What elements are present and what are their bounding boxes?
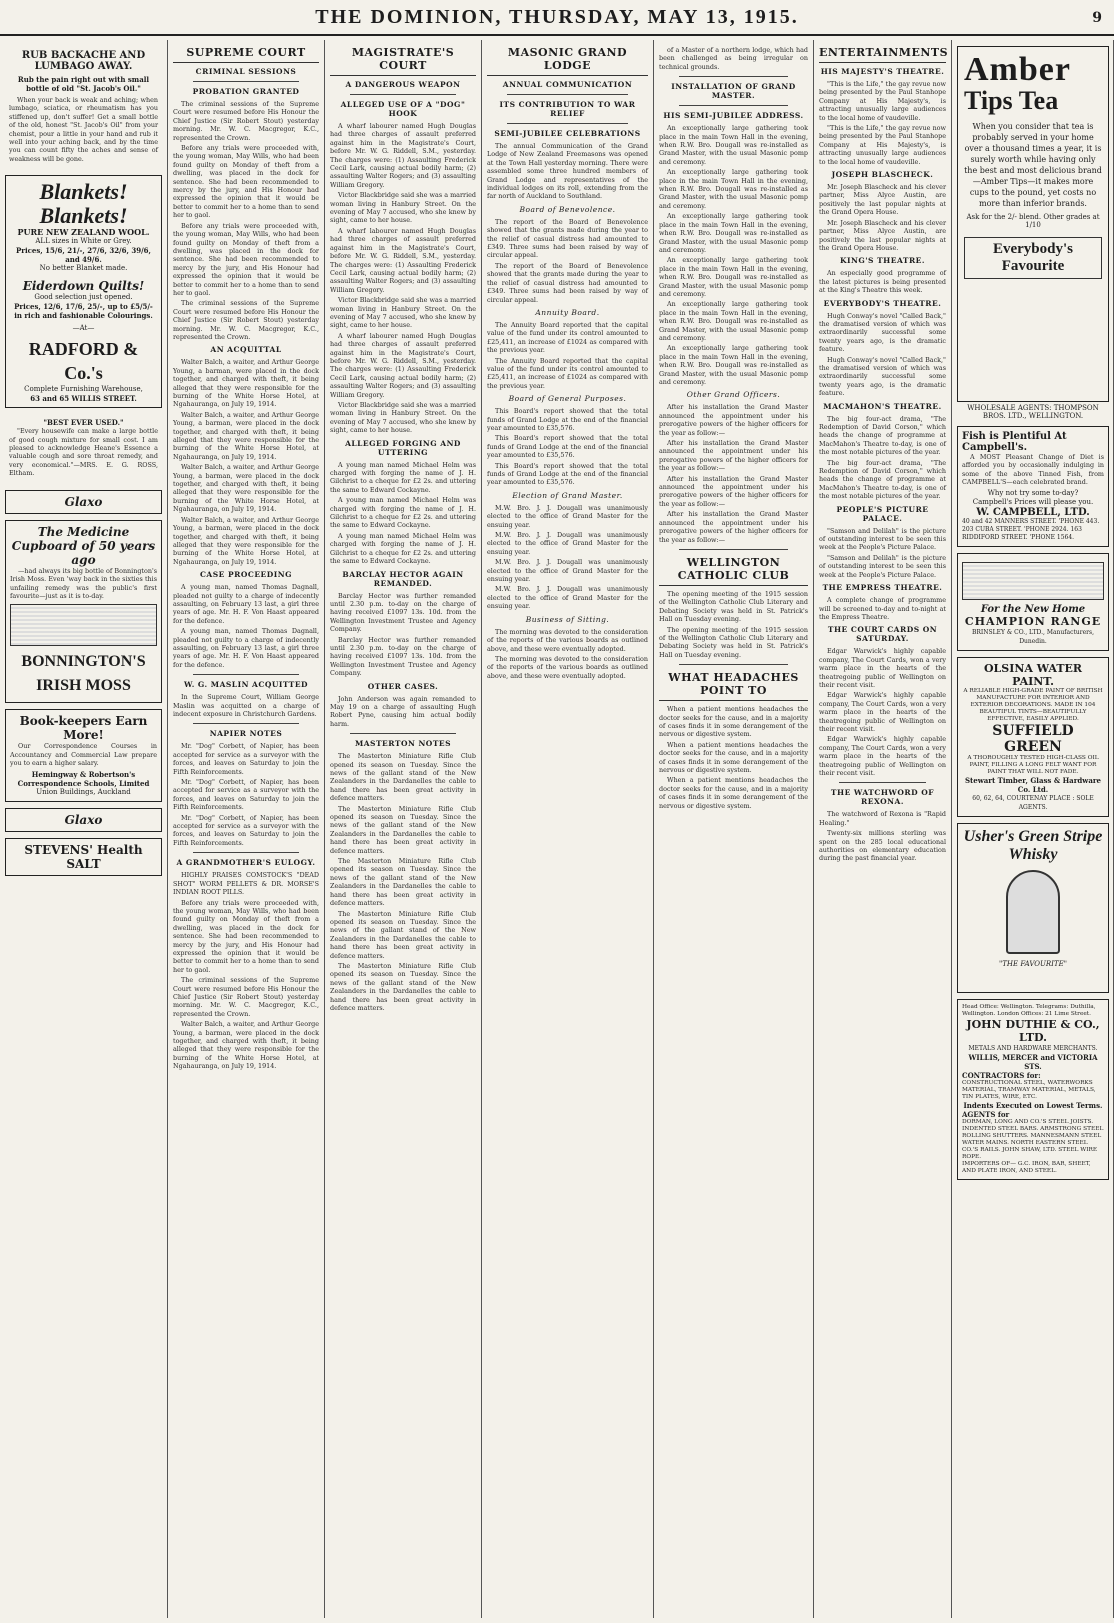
divider	[193, 723, 299, 724]
ent-body: "Samson and Delilah" is the picture of outstanding interest to be seen this week at the People's Picture Palace.	[819, 553, 946, 579]
ent-body: Mr. Joseph Blascheck and his clever partner, Miss Alyce Austin, are positively the last popular nights at the Grand Opera House.	[819, 183, 946, 217]
divider	[350, 733, 456, 734]
article-paragraph: The opening meeting of the 1915 session of the Wellington Catholic Club Literary and Debating Society was held in St. Patrick's Hall on Tuesday evening.	[659, 589, 808, 624]
article-paragraph: Walter Balch, a waiter, and Arthur George Young, a barman, were placed in the dock together, and charged with theft, it being alleged that they were responsible for the burning of the White Horse Hotel, at Ngahauranga, on July 19, 1914.	[173, 515, 319, 566]
article-paragraph: Barclay Hector was further remanded until 2.30 p.m. to-day on the charge of having received £1097 13s. 10d. from the Wellington Investment Trustee and Agency Company.	[330, 591, 476, 634]
ent-title: THE EMPRESS THEATRE.	[822, 583, 943, 593]
ent-body: "This is the Life," the gay revue now being presented by the Paul Stanhope Company at His Majesty's, is attracting unusually large audiences to the local home of vaudeville.	[819, 124, 946, 166]
article-paragraph: Barclay Hector was further remanded until 2.30 p.m. to-day on the charge of having received £1097 13s. 10d. from the Wellington Investment Trustee and Agency Company.	[330, 635, 476, 678]
war-relief-sub: ITS CONTRIBUTION TO WAR RELIEF	[499, 100, 636, 118]
article-paragraph: The morning was devoted to the consideration of the reports of the various boards as outlined above, and these were eventually adopted.	[487, 627, 648, 653]
st-jacobs-sub: Rub the pain right out with small bottle of old "St. Jacob's Oil."	[17, 75, 150, 93]
ent-body: The watchword of Rexona is "Rapid Healing."	[819, 810, 946, 827]
article-paragraph: After his installation the Grand Master announced the appointment under his prerogative powers of the higher officers for the year as follow:—	[659, 474, 808, 508]
blankets-heading-1: Blankets!	[39, 179, 128, 205]
article-paragraph: Walter Balch, a waiter, and Arthur George Young, a barman, were placed in the dock together, and charged with theft, it being alleged that they were responsible for the burning of the White Horse Hotel, at Ngahauranga, on July 19, 1914.	[173, 1020, 319, 1071]
display-ads-column	[952, 40, 1114, 1618]
article-paragraph: The opening meeting of the 1915 session of the Wellington Catholic Club Literary and Debating Society was held in St. Patrick's Hall on Tuesday evening.	[659, 625, 808, 659]
article-paragraph: The annual Communication of the Grand Lodge of New Zealand Freemasons was opened at the Town Hall yesterday morning. There were assembled some three hundred members of Grand Lodge and representatives of the individual lodges on its roll, extending from the far north of Auckland to Southland.	[487, 142, 648, 201]
semi-jubilee-address-sub: HIS SEMI-JUBILEE ADDRESS.	[663, 111, 804, 121]
article-paragraph: An exceptionally large gathering took place in the main Town Hall in the evening, when R.W. Bro. Dougall was re-installed as Grand Master, with the usual Masonic pomp and ceremony.	[659, 300, 808, 342]
article-paragraph: An exceptionally large gathering took place in the main Town Hall in the evening, when R.W. Bro. Dougall was re-installed as Grand Master, with the usual Masonic pomp and ceremony.	[659, 168, 808, 210]
column-2	[168, 40, 325, 1618]
usher-whisky-ad	[957, 823, 1109, 993]
contractors-label: CONTRACTORS for:	[962, 1070, 1041, 1080]
duthie-streets: WILLIS, MERCER and VICTORIA STS.	[968, 1052, 1098, 1071]
fish-question: Why not try some to-day?	[987, 488, 1079, 497]
article-paragraph: The report of the Board of Benevolence showed that the grants made during the year to the relief of casual distress had amounted to £349. Three sums had been raised by way of circular appeal.	[487, 261, 648, 304]
masthead-title: THE DOMINION, THURSDAY, MAY 13, 1915.	[315, 6, 799, 28]
page-number: 9	[1092, 10, 1102, 26]
divider	[350, 94, 456, 95]
ent-title: THE WATCHWORD OF REXONA.	[830, 788, 935, 807]
ent-body: Twenty-six millions sterling was spent on the 285 local educational authorities on elementary education during the past financial year.	[819, 829, 946, 863]
usher-title: Usher's Green Stripe Whisky	[963, 827, 1103, 863]
stevens-logo: STEVENS' Health SALT	[24, 842, 143, 871]
olsina-title: OLSINA WATER PAINT.	[983, 661, 1083, 688]
st-jacobs-title: RUB BACKACHE AND LUMBAGO AWAY.	[21, 50, 146, 72]
hemingway-name: Hemingway & Robertson's Correspondence Schools, Limited	[17, 769, 150, 788]
divider	[507, 94, 628, 95]
ent-title: KING'S THEATRE.	[839, 256, 926, 266]
case-proceeding-sub: CASE PROCEEDING	[199, 570, 293, 580]
article-paragraph: Victor Blackbridge said she was a married woman living in Hanbury Street. On the evening of May 7 accused, who she knew by sight, came to her house.	[330, 191, 476, 225]
installation-sub: INSTALLATION OF GRAND MASTER.	[671, 82, 796, 101]
article-paragraph: The criminal sessions of the Supreme Court were resumed before His Honour the Chief Justice (Sir Robert Stout) yesterday morning. Mr. W. C. Macgregor, K.C., represented the Crown.	[173, 299, 319, 341]
stewart-name: Stewart Timber, Glass & Hardware Co. Ltd.	[964, 775, 1102, 794]
house-illustration	[962, 562, 1104, 600]
article-paragraph: A young man named Michael Helm was charged with forging the name of J. H. Gilchrist to a cheque for £2 2s. and uttering the same to Edward Cockayne.	[330, 496, 476, 530]
probation-sub: PROBATION GRANTED	[192, 87, 300, 96]
importers-list: IMPORTERS OF— G.C. IRON, BAR, SHEET, AND PLATE IRON, AND STEEL.	[962, 1160, 1091, 1174]
election-sub: Election of Grand Master.	[512, 490, 623, 500]
annual-communication-sub: ANNUAL COMMUNICATION	[502, 80, 633, 89]
article-paragraph: Mr. "Dog" Corbett, of Napier, has been accepted for service as a surveyor with the forces, and leaves on Saturday to join the Fifth Reinforcements.	[173, 742, 319, 776]
ent-body: Edgar Warwick's highly capable company, The Court Cards, won a very warm place in the hearts of the theatregoing public of Wellington on their recent visit.	[819, 735, 946, 777]
bottle-icon	[1006, 870, 1060, 954]
divider	[507, 123, 628, 124]
article-paragraph: The Annuity Board reported that the capital value of the fund under its control amounted to £25,411, an increase of £1024 as compared with the previous year.	[487, 356, 648, 390]
magistrates-court-heading: MAGISTRATE'S COURT	[330, 46, 476, 76]
hemingway-address: Union Buildings, Auckland	[36, 787, 131, 796]
medicine-body: —had always its big bottle of Bonnington's Irish Moss. Even 'way back in the sixties this unfailing remedy was the public's first favourite—just as it is to-day.	[10, 566, 157, 600]
ent-body: Edgar Warwick's highly capable company, The Court Cards, won a very warm place in the hearts of the theatregoing public of Wellington on their recent visit.	[819, 691, 946, 733]
headaches-heading: WHAT HEADACHES POINT TO	[659, 671, 808, 701]
napier-sub: NAPIER NOTES	[209, 729, 283, 739]
article-paragraph: A young man named Michael Helm was charged with forging the name of J. H. Gilchrist to a cheque for £2 2s. and uttering the same to Edward Cockayne.	[330, 460, 476, 494]
barclay-sub: BARCLAY HECTOR AGAIN REMANDED.	[342, 569, 464, 588]
article-paragraph: This Board's report showed that the total funds of Grand Lodge at the end of the financial year amounted to £35,576.	[487, 434, 648, 460]
entertainments-heading: ENTERTAINMENTS	[819, 46, 946, 63]
ent-body: The big four-act drama, "The Redemption of David Corson," which heads the change of programme at MacMahon's Theatre to-day, is one of the most notable pictures of the year.	[819, 458, 946, 501]
article-paragraph: M.W. Bro. J. J. Dougall was unanimously elected to the office of Grand Master for the ensuing year.	[487, 531, 648, 556]
ent-body: The big four-act drama, "The Redemption of David Corson," which heads the change of programme at MacMahon's Theatre to-day, is one of the most notable pictures of the year.	[819, 414, 946, 457]
article-paragraph: When a patient mentions headaches the doctor seeks for the cause, and in a majority of cases finds it in some derangement of the nervous or digestive system.	[659, 776, 808, 810]
article-paragraph: When a patient mentions headaches the doctor seeks for the cause, and in a majority of cases finds it in some derangement of the nervous or digestive system.	[659, 740, 808, 774]
other-officers-sub: Other Grand Officers.	[686, 390, 781, 400]
dog-hook-sub: ALLEGED USE OF A "DOG" HOOK	[340, 100, 466, 118]
ent-body: "Samson and Delilah" is the picture of outstanding interest to be seen this week at the People's Picture Palace.	[819, 526, 946, 552]
article-paragraph: In the Supreme Court, William George Maslin was acquitted on a charge of indecent exposure in Christchurch Gardens.	[173, 693, 319, 718]
duthie-name: JOHN DUTHIE & CO., LTD.	[966, 1017, 1100, 1044]
article-paragraph: A wharf labourer named Hugh Douglas had three charges of assault preferred against him in the Magistrate's Court, before Mr. W. G. Riddell, S.M., yesterday. The charges were: (1) Assaulting Frederick Cecil Lark, causing actual bodily harm; (2) assaulting Walter Rogers; and (3) assaulting William Gregory.	[330, 226, 476, 294]
column-6	[814, 40, 1114, 1618]
article-paragraph: A young man, named Thomas Dagnall, pleaded not guilty to a charge of indecently assaulting, on February 13 last, a girl three years of age. Mr. H. F. Von Haast appeared for the defence.	[173, 627, 319, 669]
criminal-sessions-sub: CRIMINAL SESSIONS	[195, 67, 297, 76]
article-paragraph: Before any trials were proceeded with, the young woman, May Wills, who had been found guilty on Monday of theft from a dwelling, was placed in the dock for sentence. She had been recommended to mercy by the jury, and His Honour had expressed the opinion that it would be better to commit her to a home than to send her to gaol.	[173, 898, 319, 974]
article-paragraph: The Masterton Miniature Rifle Club opened its season on Tuesday. Since the news of the gallant stand of the New Zealanders in the Dardanelles the cable to hand there has been great activity in defence matters.	[330, 752, 476, 803]
campbell-ad	[957, 426, 1109, 547]
article-paragraph: M.W. Bro. J. J. Dougall was unanimously elected to the office of Grand Master for the ensuing year.	[487, 503, 648, 529]
business-sub: Business of Sitting.	[525, 614, 610, 624]
ent-title: PEOPLE'S PICTURE PALACE.	[836, 504, 929, 523]
st-jacobs-ad	[5, 46, 162, 169]
usher-caption: "THE FAVOURITE"	[999, 959, 1067, 968]
ent-title: THE COURT CARDS ON SATURDAY.	[827, 625, 938, 644]
fish-body: A MOST Pleasant Change of Diet is afforded you by occasionally indulging in some of the above Tinned Fish, from CAMPBELL'S—each celebrated brand.	[962, 453, 1104, 487]
stevens-ad	[5, 838, 162, 876]
column-1	[0, 40, 168, 1618]
article-paragraph: The criminal sessions of the Supreme Court were resumed before His Honour the Chief Justice (Sir Robert Stout) yesterday morning. Mr. W. C. Macgregor, K.C., represented the Crown.	[173, 976, 319, 1018]
favourite-label: Everybody's Favourite	[964, 237, 1102, 279]
divider	[839, 782, 926, 783]
article-paragraph: Mr. "Dog" Corbett, of Napier, has been accepted for service as a surveyor with the forces, and leaves on Saturday to join the Fifth Reinforcements.	[173, 778, 319, 812]
ent-body: A complete change of programme will be screened to-day and to-night at the Empress Theatre.	[819, 596, 946, 621]
duthie-offices: Head Office: Wellington. Telegrams: Duthilla, Wellington. London Offices: 21 Lime Street.	[962, 1003, 1096, 1017]
divider	[679, 664, 788, 665]
masterton-sub: MASTERTON NOTES	[354, 739, 452, 749]
champion-maker: BRINSLEY & CO., LTD., Manufacturers, Dunedin.	[972, 628, 1094, 645]
amber-copy: When you consider that tea is probably served in your home over a thousand times a year, it is surely worth while having only the best and most delicious brand—Amber Tips—it makes more cups to the pound, yet costs no more than inferior brands.	[964, 122, 1102, 208]
masthead	[0, 0, 1114, 36]
article-paragraph: An exceptionally large gathering took place in the main Town Hall in the evening, when R.W. Bro. Dougall was re-installed as Grand Master, with the usual Masonic pomp and ceremony.	[659, 344, 808, 386]
stewart-address: 60, 62, 64, COURTENAY PLACE : SOLE AGENTS.	[972, 794, 1094, 811]
divider	[679, 105, 788, 106]
ent-title: MACMAHON'S THEATRE.	[823, 401, 942, 411]
champion-range-ad	[957, 553, 1109, 651]
article-paragraph: Before any trials were proceeded with, the young woman, May Wills, who had been found guilty on Monday of theft from a dwelling, was placed in the dock for sentence. She had been recommended to mercy by the jury, and His Honour had expressed the opinion that it would be better to commit her to a home than to send her to gaol.	[173, 221, 319, 297]
article-paragraph: An exceptionally large gathering took place in the main Town Hall in the evening, when R.W. Bro. Dougall was re-installed as Grand Master, with the usual Masonic pomp and ceremony.	[659, 124, 808, 166]
best-used-title: "BEST EVER USED."	[43, 418, 124, 428]
article-paragraph: When a patient mentions headaches the doctor seeks for the cause, and in a majority of cases finds it in some derangement of the nervous or digestive system.	[659, 705, 808, 739]
champion-range-title: CHAMPION RANGE	[964, 614, 1102, 628]
maslin-sub: W. G. MASLIN ACQUITTED	[183, 680, 309, 690]
campbell-name: W. CAMPBELL, LTD.	[976, 506, 1090, 518]
catholic-club-heading: WELLINGTON CATHOLIC CLUB	[659, 556, 808, 586]
article-paragraph: A young man, named Thomas Dagnall, pleaded not guilty to a charge of indecently assaulting, on February 13 last, a girl three years of age. Mr. H. F. Von Haast appeared for the defence.	[173, 583, 319, 625]
st-jacobs-body: When your back is weak and aching; when lumbago, sciatica, or rheumatism has you stiffened up, don't suffer! Get a small bottle of the old, honest "St. Jacob's Oil" from your chemist, pour a little in your hand and rub it well into your aching back, and by the time you can count fifty the aches and sense of weakness will be gone.	[9, 96, 158, 163]
article-paragraph: The report of the Board of Benevolence showed that the grants made during the year to the relief of casual distress had amounted to £349. Three sums had been raised by way of circular appeal.	[487, 217, 648, 260]
amber-ask: Ask for the 2/- blend. Other grades at 1/10	[966, 213, 1100, 229]
column-5	[654, 40, 814, 1618]
ent-title: HIS MAJESTY'S THEATRE.	[820, 67, 945, 76]
forging-sub: ALLEGED FORGING AND UTTERING	[345, 438, 461, 457]
bookkeepers-ad	[5, 709, 162, 801]
article-paragraph: The Masterton Miniature Rifle Club opened its season on Tuesday. Since the news of the gallant stand of the New Zealanders in the Dardanelles the cable to hand there has been great activity in defence matters.	[330, 909, 476, 960]
suffield-title: SUFFIELD GREEN	[992, 722, 1074, 755]
ent-body: "This is the Life," the gay revue now being presented by the Paul Stanhope Company at His Majesty's, is attracting unusually large audiences to the local home of vaudeville.	[819, 80, 946, 122]
grandmother-sub: A GRANDMOTHER'S EULOGY.	[176, 858, 316, 868]
ent-body: An especially good programme of the latest pictures is being presented at the King's Theatre this week.	[819, 269, 946, 295]
radford-heading: RADFORD & Co.'s	[28, 339, 139, 384]
at-text: —At—	[72, 324, 95, 333]
bonnington-ad	[5, 520, 162, 704]
article-paragraph: An exceptionally large gathering took place in the main Town Hall in the evening, when R.W. Bro. Dougall was re-installed as Grand Master, with the usual Masonic pomp and ceremony.	[659, 256, 808, 298]
annuity-sub: Annuity Board.	[535, 307, 600, 317]
amber-agents: WHOLESALE AGENTS: THOMPSON BROS. LTD., WELLINGTON.	[967, 404, 1099, 420]
article-paragraph: A young man named Michael Helm was charged with forging the name of J. H. Gilchrist to a cheque for £2 2s. and uttering the same to Edward Cockayne.	[330, 531, 476, 566]
article-paragraph: Victor Blackbridge said she was a married woman living in Hanbury Street. On the evening of May 7 accused, who she knew by sight, came to her house.	[330, 296, 476, 330]
article-paragraph: After his installation the Grand Master announced the appointment under his prerogative powers of the higher officers for the year as follow:—	[659, 439, 808, 473]
amber-tips-ad	[957, 46, 1109, 402]
article-paragraph: Mr. "Dog" Corbett, of Napier, has been accepted for service as a surveyor with the forces, and leaves on Saturday to join the Fifth Reinforcements.	[173, 813, 319, 847]
article-paragraph: The morning was devoted to the consideration of the reports of the various boards as outlined above, and these were eventually adopted.	[487, 654, 648, 680]
divider	[679, 549, 788, 550]
bookkeepers-body: Our Correspondence Courses in Accountancy and Commercial Law prepare you to earn a higher salary.	[10, 742, 157, 768]
olsina-ad	[957, 657, 1109, 817]
article-paragraph: After his installation the Grand Master announced the appointment under his prerogative powers of the higher officers for the year as follow:—	[659, 403, 808, 437]
heanes-ad	[5, 414, 162, 483]
article-paragraph: Walter Balch, a waiter, and Arthur George Young, a barman, were placed in the dock together, and charged with theft, it being alleged that they were responsible for the burning of the White Horse Hotel, at Ngahauranga, on July 19, 1914.	[173, 358, 319, 409]
duthie-sub: METALS AND HARDWARE MERCHANTS.	[968, 1044, 1098, 1052]
supreme-court-heading: SUPREME COURT	[173, 46, 319, 63]
article-paragraph: The Annuity Board reported that the capital value of the fund under its control amounted to £25,411, an increase of £1024 as compared with the previous year.	[487, 320, 648, 355]
contractors-list: CONSTRUCTIONAL STEEL, WATERWORKS MATERIAL, TRAMWAY MATERIAL, METALS, TIN PLATES, WIRE, ETC.	[962, 1079, 1096, 1100]
ent-title: EVERYBODY'S THEATRE.	[823, 298, 942, 308]
blankets-prices: Prices, 15/6, 21/-, 27/6, 32/6, 39/6, and 49/6.	[16, 246, 151, 265]
campbell-address: 40 and 42 MANNERS STREET. 'PHONE 443. 203 CUBA STREET. 'PHONE 2924. 163 RIDDIFORD STREET. 'PHONE 1564.	[962, 517, 1100, 541]
other-cases-sub: OTHER CASES.	[367, 681, 439, 691]
medicine-title: The Medicine Cupboard of 50 years ago	[11, 524, 156, 567]
article-paragraph: This Board's report showed that the total funds of Grand Lodge at the end of the financial year amounted to £35,576.	[487, 407, 648, 432]
article-paragraph: The criminal sessions of the Supreme Court were resumed before His Honour the Chief Justice (Sir Robert Stout) yesterday morning. Mr. W. C. Macgregor, K.C., represented the Crown.	[173, 100, 319, 142]
bonnington-logo: BONNINGTON'S IRISH MOSS	[21, 653, 146, 695]
benevolence-sub: Board of Benevolence.	[519, 204, 616, 214]
divider	[193, 81, 299, 82]
article-paragraph: The Masterton Miniature Rifle Club opened its season on Tuesday. Since the news of the gallant stand of the New Zealanders in the Dardanelles the cable to hand there has been great activity in defence matters.	[330, 804, 476, 855]
blankets-heading-2: Blankets!	[39, 203, 128, 229]
article-paragraph: A wharf labourer named Hugh Douglas had three charges of assault preferred against him in the Magistrate's Court, before Mr. W. G. Riddell, S.M., yesterday. The charges were: (1) Assaulting Frederick Cecil Lark, causing actual bodily harm; (2) assaulting Walter Rogers; and (3) assaulting William Gregory.	[330, 122, 476, 189]
ent-body: Hugh Conway's novel "Called Back," the dramatised version of which was extraordinarily successful some twenty years ago, is the dramatic feature.	[819, 355, 946, 398]
blankets-ad	[5, 175, 162, 408]
ent-title: JOSEPH BLASCHECK.	[831, 170, 934, 180]
ent-body: Mr. Joseph Blascheck and his clever partner, Miss Alyce Austin, are positively the last popular nights at the Grand Opera House.	[819, 218, 946, 252]
article-paragraph: An exceptionally large gathering took place in the main Town Hall in the evening, when R.W. Bro. Dougall was re-installed as Grand Master, with the usual Masonic pomp and ceremony.	[659, 212, 808, 254]
duthie-ad	[957, 999, 1109, 1180]
glaxo-logo-1: Glaxo	[64, 494, 103, 509]
agents-label: AGENTS for	[962, 1109, 1010, 1119]
divider	[193, 674, 299, 675]
glaxo-ad-2	[5, 808, 162, 832]
radford-address: 63 and 65 WILLIS STREET.	[30, 394, 137, 404]
tips-tea-logo: Tips Tea	[964, 86, 1059, 115]
new-home-title: For the New Home	[980, 603, 1086, 615]
ent-body: Hugh Conway's novel "Called Back," the dramatised version of which was extraordinarily successful some twenty years ago, is the dramatic feature.	[819, 311, 946, 354]
glaxo-ad-1	[5, 490, 162, 514]
divider	[193, 852, 299, 853]
divider	[679, 76, 788, 77]
article-paragraph: The Masterton Miniature Rifle Club opened its season on Tuesday. Since the news of the gallant stand of the New Zealanders in the Dardanelles the cable to hand there has been great activity in defence matters.	[330, 857, 476, 908]
eiderdown-prices: Prices, 12/6, 17/6, 25/-, up to £5/5/- in rich and fashionable Colourings.	[14, 302, 153, 321]
agents-list: DORMAN, LONG AND CO.'S STEEL JOISTS. INDENTED STEEL BARS. ARMSTRONG STEEL ROLLING SHUTTERS. MANNESMANN STEEL WATER MAINS. NORTH EASTERN STEEL CO.'S RAILS. JOHN SHAW, LTD. STEEL WIRE ROPE.	[962, 1118, 1104, 1160]
masonic-heading: MASONIC GRAND LODGE	[487, 46, 648, 76]
article-paragraph: of a Master of a northern lodge, which had been challenged as being irregular on technical grounds.	[659, 46, 808, 71]
dangerous-weapon-sub: A DANGEROUS WEAPON	[345, 80, 461, 89]
article-paragraph: The Masterton Miniature Rifle Club opened its season on Tuesday. Since the news of the gallant stand of the New Zealanders in the Dardanelles the cable to hand there has been great activity in defence matters.	[330, 961, 476, 1012]
article-paragraph: John Anderson was again remanded to May 19 on a charge of assaulting Hugh Robert Pyne, causing him actual bodily harm.	[330, 694, 476, 728]
bookkeepers-title: Book-keepers Earn More!	[19, 714, 148, 743]
indents-label: Indents Executed on Lowest Terms.	[963, 1100, 1103, 1110]
ent-body: Edgar Warwick's highly capable company, The Court Cards, won a very warm place in the hearts of the theatregoing public of Wellington on their recent visit.	[819, 647, 946, 689]
blankets-wool: PURE NEW ZEALAND WOOL.	[17, 227, 150, 238]
blankets-note: No better Blanket made.	[39, 264, 128, 273]
amber-logo: Amber	[964, 51, 1071, 88]
glaxo-logo-2: Glaxo	[64, 812, 103, 827]
radford-sub: Complete Furnishing Warehouse,	[24, 385, 143, 394]
column-3	[325, 40, 482, 1618]
article-paragraph: Walter Balch, a waiter, and Arthur George Young, a barman, were placed in the dock together, and charged with theft, it being alleged that they were responsible for the burning of the White Horse Hotel, at Ngahauranga, on July 19, 1914.	[173, 463, 319, 514]
eiderdown-sub: Good selection just opened.	[34, 293, 133, 302]
article-paragraph: After his installation the Grand Master announced the appointment under his prerogative powers of the higher officers for the year as follow:—	[659, 510, 808, 544]
fish-title: Fish is Plentiful At Campbell's.	[962, 431, 1067, 453]
article-paragraph: M.W. Bro. J. J. Dougall was unanimously elected to the office of Grand Master for the ensuing year.	[487, 558, 648, 584]
suffield-sub: A THOROUGHLY TESTED HIGH-CLASS OIL PAINT, FILLING A LONG FELT WANT FOR PAINT THAT WILL NOT FADE.	[967, 754, 1099, 775]
fish-prices: Campbell's Prices will please you.	[972, 497, 1094, 506]
article-paragraph: Before any trials were proceeded with, the young woman, May Wills, who had been found guilty on Monday of theft from a dwelling, was placed in the dock for sentence. She had been recommended to mercy by the jury, and His Honour had expressed the opinion that it would be better to commit her to a home than to send her to gaol.	[173, 144, 319, 220]
article-paragraph: Victor Blackbridge said she was a married woman living in Hanbury Street. On the evening of May 7 accused, who she knew by sight, came to her house.	[330, 401, 476, 435]
eiderdown-heading: Eiderdown Quilts!	[22, 279, 145, 294]
semi-jubilee-sub: SEMI-JUBILEE CELEBRATIONS	[494, 129, 641, 138]
article-paragraph: HIGHLY PRAISES COMSTOCK'S "DEAD SHOT" WORM PELLETS & DR. MORSE'S INDIAN ROOT PILLS.	[173, 871, 319, 897]
column-4	[482, 40, 654, 1618]
acquittal-sub: AN ACQUITTAL	[210, 345, 282, 355]
best-used-body: "Every housewife can make a large bottle of good cough mixture for small cost. I am pleased to acknowledge Heane's Essence a valuable cough and sore throat remedy, and very economical."—MRS. E. G. ROSS, Eltham.	[9, 427, 158, 478]
olsina-sub: A RELIABLE HIGH-GRADE PAINT OF BRITISH MANUFACTURE FOR INTERIOR AND EXTERIOR DECORATIONS. MADE IN 104 BEAUTIFUL TINTS—BEAUTIFULLY EFFECTIVE, EASILY APPLIED.	[963, 687, 1103, 722]
article-paragraph: Walter Balch, a waiter, and Arthur George Young, a barman, were placed in the dock together, and charged with theft, it being alleged that they were responsible for the burning of the White Horse Hotel, at Ngahauranga, on July 19, 1914.	[173, 410, 319, 461]
general-purposes-sub: Board of General Purposes.	[508, 394, 627, 404]
article-paragraph: A wharf labourer named Hugh Douglas had three charges of assault preferred against him in the Magistrate's Court, before Mr. W. G. Riddell, S.M., yesterday. The charges were: (1) Assaulting Frederick Cecil Lark, causing actual bodily harm; (2) assaulting Walter Rogers; and (3) assaulting William Gregory.	[330, 331, 476, 399]
entertainments-column	[814, 40, 952, 1618]
article-paragraph: M.W. Bro. J. J. Dougall was unanimously elected to the office of Grand Master for the ensuing year.	[487, 585, 648, 611]
article-paragraph: This Board's report showed that the total funds of Grand Lodge at the end of the financial year amounted to £35,576.	[487, 461, 648, 487]
bottle-illustration	[10, 604, 157, 646]
blankets-sizes: ALL sizes in White or Grey.	[35, 237, 132, 246]
